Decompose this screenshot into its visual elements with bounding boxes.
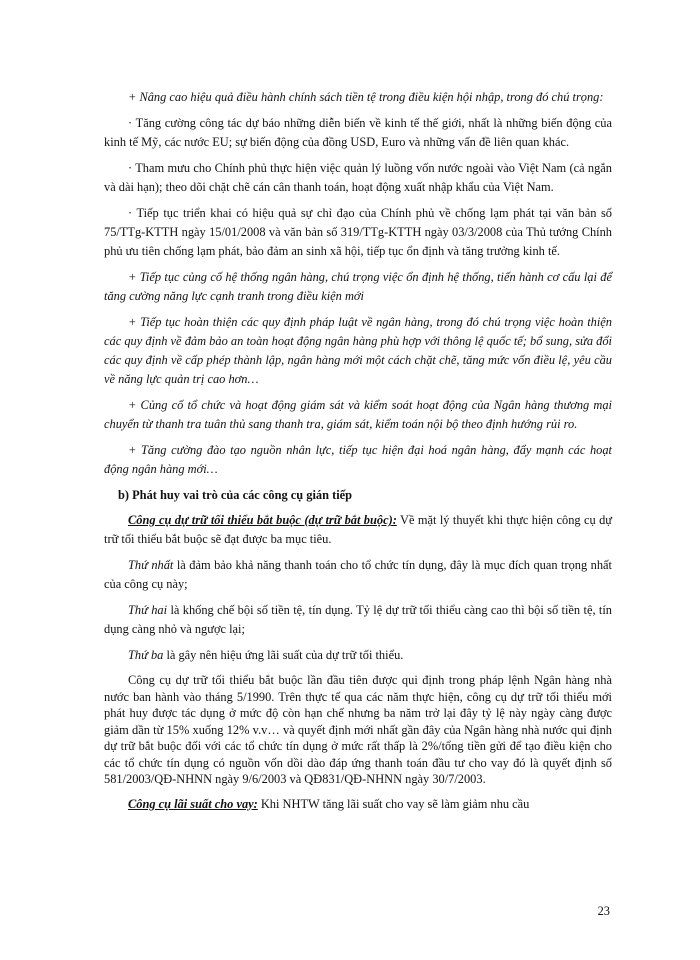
bullet-forecasting: · Tăng cường công tác dự báo những diễn biến về kinh tế thế giới, nhất là những biến động của kinh tế Mỹ, các nước EU; sự biến động của đồng USD, Euro và những vấn đề liên quan khác. bbox=[104, 116, 612, 149]
paragraph-reserve-history: Công cụ dự trữ tối thiểu bắt buộc lần đầu tiên được qui định trong pháp lệnh Ngân hàng nhà nước ban hành vào tháng 5/1990. Trên thực tế qua các năm thực hiện, công cụ dự trữ tối thiểu mới phát huy được tác dụng ở mức độ còn hạn chế nhưng ba năm trở lại đây tỷ lệ này ngày càng được giảm dần từ 15% xuống 12% v.v… và quyết định mới nhất gần đây của Ngân hàng nhà nước qui định dự trữ bắt buộc đối với các tổ chức tín dụng ở mức rất thấp là 2%/tổng tiền gửi để tạo điều kiện cho các tổ chức tín dụng có nguồn vốn dồi dào đáp ứng thanh toán đầu tư cho vay đó là quyết định số 581/2003/QĐ-NHNN ngày 9/6/2003 và QĐ831/QĐ-NHNN ngày 30/7/2003. bbox=[104, 673, 612, 786]
third-goal-lead: Thứ ba bbox=[128, 648, 164, 662]
paragraph-second-goal bbox=[104, 601, 612, 639]
second-goal-text: là khống chế bội số tiền tệ, tín dụng. Tỷ lệ dự trữ tối thiểu càng cao thì bội số tiền tệ, tín dụng càng nhỏ và ngược lại; bbox=[104, 603, 612, 636]
paragraph-lending-rate bbox=[104, 795, 612, 814]
first-goal-lead: Thứ nhất bbox=[128, 558, 174, 572]
paragraph-third-goal bbox=[104, 646, 612, 665]
second-goal-lead: Thứ hai bbox=[128, 603, 168, 617]
bullet-anti-inflation: · Tiếp tục triển khai có hiệu quả sự chỉ đạo của Chính phủ về chống lạm phát tại văn bản số 75/TTg-KTTH ngày 15/01/2008 và văn bản số 319/TTg-KTTH ngày 03/3/2008 của Thủ tướng Chính phủ ưu tiên chống lạm phát, bảo đảm an sinh xã hội, tiếp tục ổn định và tăng trưởng kinh tế. bbox=[104, 206, 612, 258]
reserve-requirement-text: Về mặt lý thuyết khi thực hiện công cụ dự trữ tối thiểu bắt buộc sẽ đạt được ba mục tiêu. bbox=[104, 513, 612, 546]
page-number: 23 bbox=[597, 904, 610, 918]
third-goal-text: là gây nên hiệu ứng lãi suất của dự trữ tối thiểu. bbox=[163, 648, 404, 662]
section-heading-b: b) Phát huy vai trò của các công cụ gián tiếp bbox=[118, 488, 353, 502]
term-reserve-requirement: Công cụ dự trữ tối thiểu bắt buộc (dự trữ bắt buộc): bbox=[128, 513, 397, 527]
paragraph-first-goal bbox=[104, 556, 612, 594]
paragraph-legal-framework: + Tiếp tục hoàn thiện các quy định pháp luật về ngân hàng, trong đó chú trọng việc hoàn thiện các quy định về đảm bảo an toàn hoạt động ngân hàng phù hợp với thông lệ quốc tế; bổ sung, sửa đổi các quy định về cấp phép thành lập, ngân hàng mới một cách chặt chẽ, tăng mức vốn điều lệ, yêu cầu về năng lực quản trị cao hơn… bbox=[104, 315, 612, 386]
paragraph-reserve-requirement bbox=[104, 511, 612, 549]
bullet-capital-flows: · Tham mưu cho Chính phủ thực hiện việc quản lý luồng vốn nước ngoài vào Việt Nam (cả ngắn và dài hạn); theo dõi chặt chẽ cán cân thanh toán, hoạt động xuất nhập khẩu của Việt Nam. bbox=[104, 161, 612, 194]
paragraph-banking-system: + Tiếp tục củng cố hệ thống ngân hàng, chú trọng việc ổn định hệ thống, tiến hành cơ cấu lại để tăng cường năng lực cạnh tranh trong điều kiện mới bbox=[104, 270, 612, 303]
term-lending-rate: Công cụ lãi suất cho vay: bbox=[128, 796, 258, 811]
paragraph-human-resources: + Tăng cường đào tạo nguồn nhân lực, tiếp tục hiện đại hoá ngân hàng, đẩy mạnh các hoạt động ngân hàng mới… bbox=[104, 443, 612, 476]
paragraph-supervision: + Củng cố tổ chức và hoạt động giám sát và kiểm soát hoạt động của Ngân hàng thương mại chuyển từ thanh tra tuân thủ sang thanh tra, giám sát, kiểm toán nội bộ theo định hướng rủi ro. bbox=[104, 398, 612, 431]
paragraph-monetary-policy: + Nâng cao hiệu quả điều hành chính sách tiền tệ trong điều kiện hội nhập, trong đó chú trọng: bbox=[128, 90, 604, 104]
lending-rate-text: Khi NHTW tăng lãi suất cho vay sẽ làm giảm nhu cầu bbox=[257, 796, 530, 811]
first-goal-text: là đảm bảo khả năng thanh toán cho tổ chức tín dụng, đây là mục đích quan trọng nhất của công cụ này; bbox=[104, 558, 612, 591]
